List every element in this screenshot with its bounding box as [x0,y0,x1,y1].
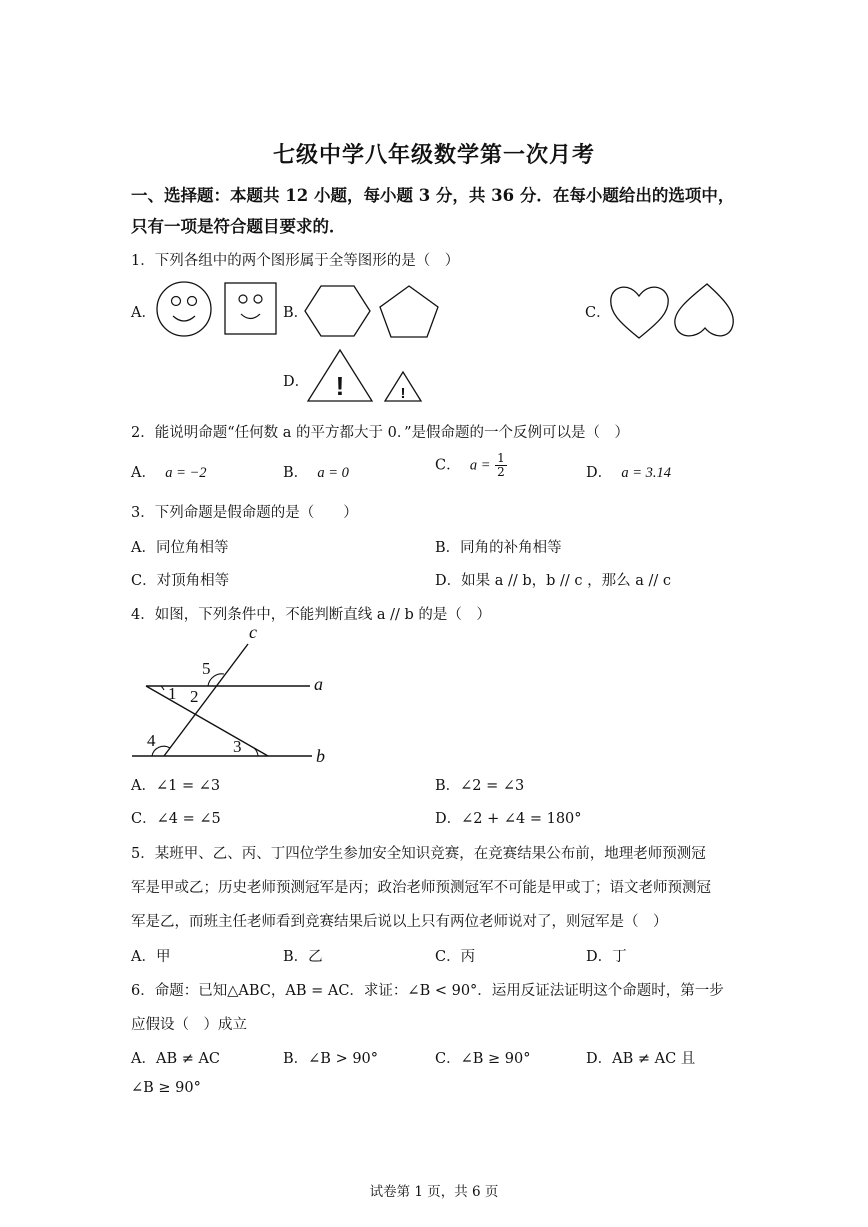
q4-option-d: D．∠2 + ∠4 = 180° [435,811,582,827]
label-b: b [316,746,325,766]
q1-option-b-label: B． [283,305,309,321]
q6-option-a: A．AB ≠ AC [131,1051,221,1067]
label-c: c [249,622,257,642]
q2-option-b: B． a = 0 [283,465,349,481]
question-5-line1: 5．某班甲、乙、丙、丁四位学生参加安全知识竞赛，在竞赛结果公布前，地理老师预测冠 [131,846,706,862]
q5-option-d: D．丁 [586,949,627,965]
angle-label-5: 5 [202,659,211,678]
q2-option-a: A． a = −2 [131,465,207,481]
smiley-circle-icon [157,282,211,336]
question-5-line2: 军是甲或乙；历史老师预测冠军是丙；政治老师预测冠军不可能是甲或丁；语文老师预测冠 [131,880,711,896]
warning-mark-large: ! [335,371,345,401]
q1-option-c-figure [607,282,737,342]
question-3-stem: 3．下列命题是假命题的是（ ） [131,505,358,521]
warning-mark-small: ! [400,385,406,402]
transversal [146,686,268,756]
q1-option-d-figure [307,348,427,404]
q1-option-a-figure [155,280,280,340]
pentagon-icon [380,286,438,337]
q5-option-b: B．乙 [283,949,323,965]
q2-option-c: C． a = $\frac{1}{2}$ [435,451,505,479]
q4-option-c: C．∠4 = ∠5 [131,811,221,827]
fraction: $\frac{1}{2}$ [497,451,505,479]
question-4-stem: 4．如图，下列条件中，不能判断直线 a // b 的是（ ） [131,607,491,623]
q6-option-d: D．AB ≠ AC 且 [586,1051,696,1067]
page-title: 七级中学八年级数学第一次月考 [272,142,595,168]
q4-option-a: A．∠1 = ∠3 [131,778,221,794]
inverted-heart-icon [675,284,733,336]
q4-option-b: B．∠2 = ∠3 [435,778,525,794]
label-a: a [314,674,323,694]
q1-option-d-label: D． [283,374,310,390]
q5-option-a: A．甲 [131,949,171,965]
question-6-line1: 6．命题：已知△ABC，AB = AC．求证：∠B < 90°．运用反证法证明这个命题时，第一步 [131,983,724,999]
heart-icon [611,287,668,338]
q6-option-b: B．∠B > 90° [283,1051,379,1067]
q1-option-c-label: C． [585,305,611,321]
angle-label-1: 1 [168,684,177,703]
q1-option-a-label: A． [131,305,156,321]
q3-option-d: D．如果 a // b，b // c ，那么 a // c [435,573,672,589]
section-heading-line1: 一、选择题：本题共 12 小题，每小题 3 分，共 36 分．在每小题给出的选项中， [131,186,735,205]
section-heading-line2: 只有一项是符合题目要求的． [131,217,346,236]
question-1-stem: 1．下列各组中的两个图形属于全等图形的是（ ） [131,253,460,269]
angle-label-2: 2 [190,687,199,706]
q3-option-a: A．同位角相等 [131,540,229,556]
angle-label-3: 3 [233,737,242,756]
q4-parallel-lines-figure [128,620,338,770]
q1-option-b-figure [305,283,445,339]
hexagon-icon [305,286,370,336]
question-2-stem: 2．能说明命题“任何数 a 的平方都大于 0．”是假命题的一个反例可以是（ ） [131,425,629,441]
q6-option-d-continued: ∠B ≥ 90° [131,1080,201,1096]
page-footer: 试卷第 1 页，共 6 页 [369,1184,499,1200]
angle-label-4: 4 [147,731,156,750]
q5-option-c: C．丙 [435,949,476,965]
q3-option-b: B．同角的补角相等 [435,540,562,556]
question-6-line2: 应假设（ ）成立 [131,1017,247,1033]
q3-option-c: C．对顶角相等 [131,573,230,589]
question-5-line3: 军是乙，而班主任老师看到竞赛结果后说以上只有两位老师说对了，则冠军是（ ） [131,914,668,930]
q6-option-c: C．∠B ≥ 90° [435,1051,531,1067]
smiley-square-icon [225,283,276,334]
q2-option-d: D． a = 3.14 [586,465,672,481]
